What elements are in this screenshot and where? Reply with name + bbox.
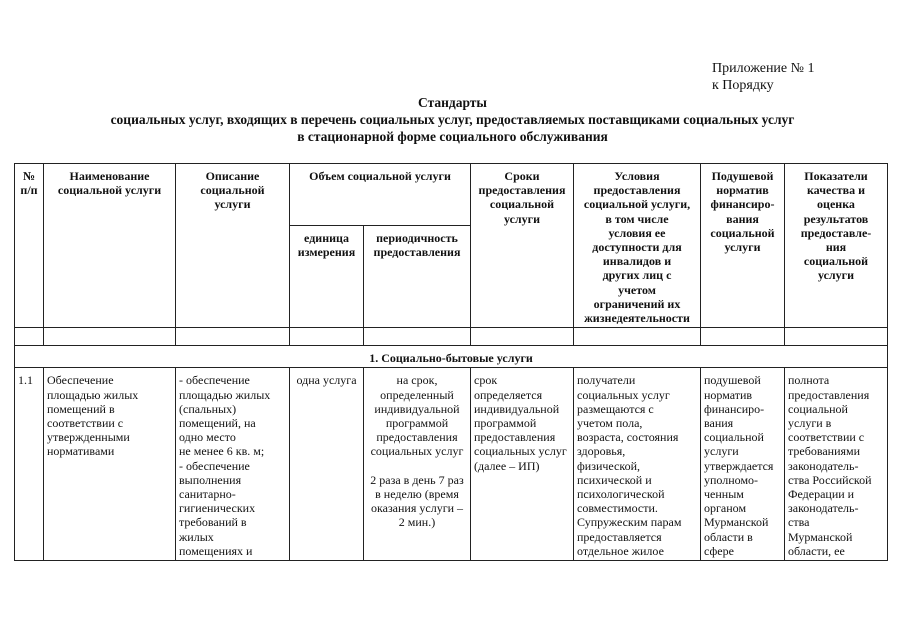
cell-indicators: полнота предоставления социальной услуги в соответствии с требованиями законодатель- ства Российской Федерации и законодатель- ства Мурманской области, ее — [785, 368, 888, 561]
title-line-3: в стационарной форме социального обслуживания — [297, 129, 608, 144]
cell-num: 1.1 — [15, 368, 44, 561]
table-row — [15, 368, 888, 561]
appendix-label — [712, 60, 815, 94]
header-row — [15, 164, 888, 226]
section-title: 1. Социально-бытовые услуги — [15, 346, 888, 368]
spacer-row — [15, 328, 888, 346]
header-name: Наименование социальной услуги — [44, 164, 176, 328]
header-indicators: Показатели качества и оценка результатов предоставле- ния социальной услуги — [785, 164, 888, 328]
cell-norm: подушевой норматив финансиро- вания социальной услуги утверждается уполномо- ченным органом Мурманской области в сфере — [701, 368, 785, 561]
cell-terms: срок определяется индивидуальной программой предоставления социальных услуг (далее – ИП) — [471, 368, 574, 561]
cell-conditions: получатели социальных услуг размещаются с учетом пола, возраста, состояния здоровья, физической, психической и психологической совместимости. Супружеским парам предоставляется отдельное жилое — [574, 368, 701, 561]
appendix-line-2: к Порядку — [712, 78, 774, 93]
header-periodicity: периодичность предоставления — [364, 226, 471, 328]
cell-unit: одна услуга — [290, 368, 364, 561]
header-description: Описание социальной услуги — [176, 164, 290, 328]
standards-table — [14, 163, 888, 561]
cell-periodicity: на срок, определенный индивидуальной программой предоставления социальных услуг 2 раза в день 7 раз в неделю (время оказания услуги – 2 мин.) — [364, 368, 471, 561]
title-line-1: Стандарты — [418, 95, 487, 110]
header-terms: Сроки предоставления социальной услуги — [471, 164, 574, 328]
cell-name: Обеспечение площадью жилых помещений в соответствии с утвержденными нормативами — [44, 368, 176, 561]
header-num: № п/п — [15, 164, 44, 328]
header-conditions: Условия предоставления социальной услуги, в том числе условия ее доступности для инвалидов и других лиц с учетом ограничений их жизнедеятельности — [574, 164, 701, 328]
appendix-line-1: Приложение № 1 — [712, 61, 815, 76]
document-title — [0, 94, 905, 145]
header-norm: Подушевой норматив финансиро- вания социальной услуги — [701, 164, 785, 328]
title-line-2: социальных услуг, входящих в перечень социальных услуг, предоставляемых поставщиками социальных услуг — [110, 112, 795, 127]
cell-description: - обеспечение площадью жилых (спальных) помещений, на одно место не менее 6 кв. м; - обеспечение выполнения санитарно- гигиенических требований в жилых помещениях и — [176, 368, 290, 561]
header-unit: единица измерения — [290, 226, 364, 328]
header-volume: Объем социальной услуги — [290, 164, 471, 226]
section-row — [15, 346, 888, 368]
